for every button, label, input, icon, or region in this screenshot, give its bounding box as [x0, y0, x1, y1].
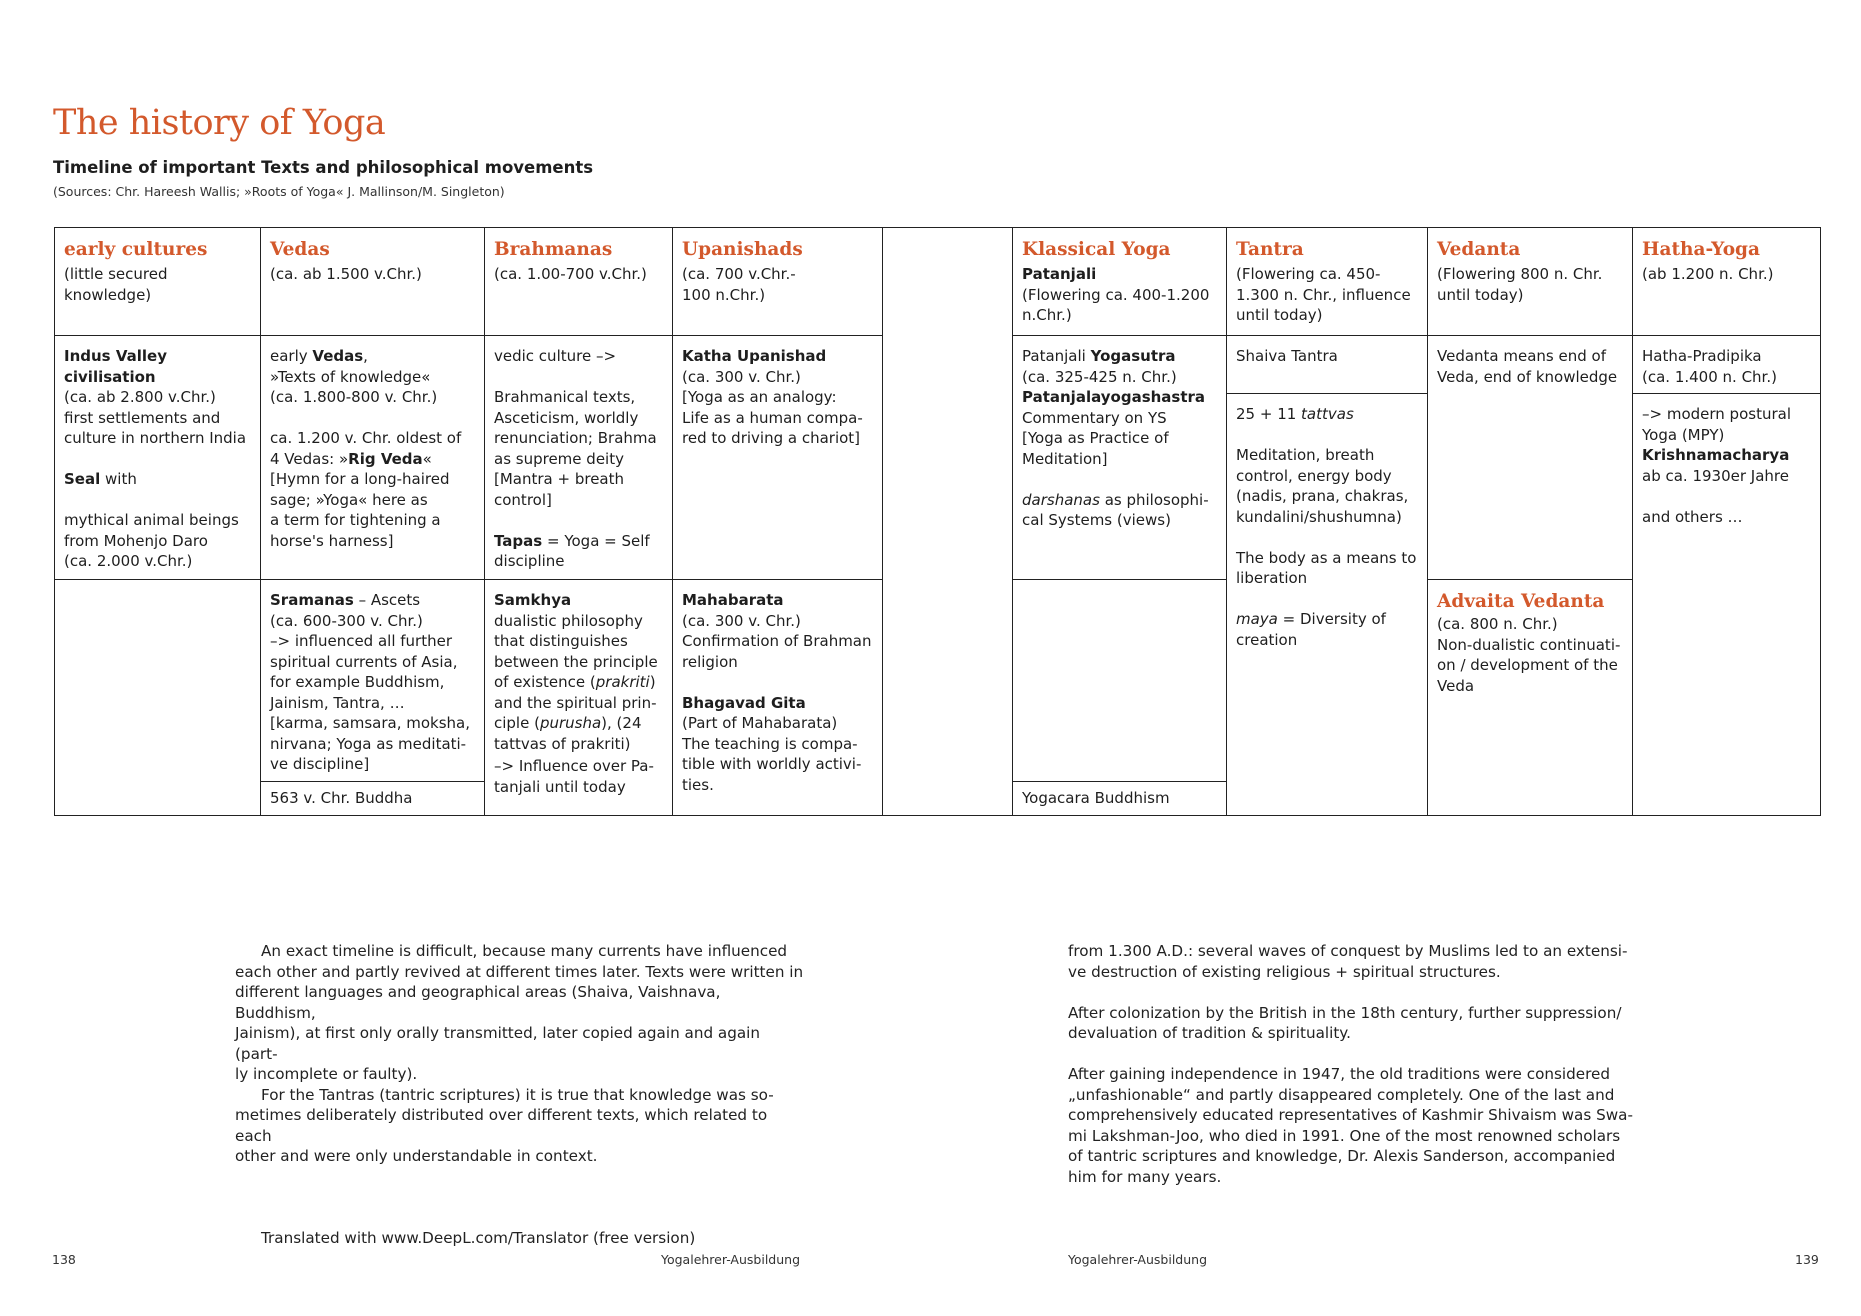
text-line: An exact timeline is difficult, because many currents have influenced	[261, 942, 788, 960]
content-cell	[1013, 335, 1226, 579]
column-heading: early cultures	[64, 239, 208, 260]
content-cell	[485, 579, 672, 815]
column-heading: Klassical Yoga	[1022, 239, 1171, 260]
text-line: creation	[1236, 630, 1298, 649]
text-bold: Rig Veda	[348, 449, 423, 468]
text-bold: Patanjalayogashastra	[1022, 388, 1206, 406]
text-line: After colonization by the British in the 18th century, further suppression/	[1068, 1003, 1622, 1022]
text-line: „unfashionable“ and partly disappeared completely. One of the last and	[1068, 1085, 1615, 1104]
sub-heading: Advaita Vedanta	[1437, 591, 1605, 612]
date-line: 1.300 n. Chr., influence	[1236, 285, 1411, 304]
text-line: Life as a human compa-	[682, 408, 863, 427]
text-line: Shaiva Tantra	[1236, 347, 1338, 365]
text-line: tattvas of prakriti)	[494, 734, 631, 753]
text-bold: civilisation	[64, 367, 156, 386]
header-cell	[261, 228, 484, 335]
text-line: (ca. 325-425 n. Chr.)	[1022, 367, 1177, 386]
text-line: ve discipline]	[270, 755, 370, 773]
text-line: Hatha-Pradipika	[1642, 347, 1762, 365]
text-bold: Vedas	[312, 347, 364, 365]
text-line: Brahmanical texts,	[494, 388, 636, 406]
text-line: ly incomplete or faulty).	[235, 1065, 418, 1083]
text-line: spiritual currents of Asia,	[270, 652, 458, 671]
date-line: knowledge)	[64, 285, 152, 304]
page-number-left: 138	[52, 1252, 76, 1267]
text-line: dualistic philosophy	[494, 611, 643, 630]
text-line: (ca. 2.000 v.Chr.)	[64, 552, 193, 570]
date-line: (ca. ab 1.500 v.Chr.)	[270, 265, 422, 283]
text-span: 4 Vedas: »	[270, 449, 349, 468]
header-cell	[673, 228, 882, 335]
text-line: (ca. 1.800-800 v. Chr.)	[270, 388, 438, 406]
text-italic: prakriti	[595, 673, 650, 691]
text-line: »Texts of knowledge«	[270, 367, 431, 386]
text-line: Jainism), at first only orally transmitted, later copied again and again (part-	[235, 1024, 761, 1063]
content-cell	[673, 335, 882, 579]
text-bold: Sramanas	[270, 591, 354, 609]
text-bold: Krishnamacharya	[1642, 446, 1790, 464]
text-line: discipline	[494, 552, 565, 570]
text-line: –> modern postural	[1642, 405, 1791, 423]
content-cell	[261, 781, 484, 815]
date-line: (Flowering 800 n. Chr.	[1437, 265, 1603, 283]
text-span: early	[270, 347, 313, 365]
text-line: mi Lakshman-Joo, who died in 1991. One of the most renowned scholars	[1068, 1126, 1621, 1145]
text-line: (ca. 1.400 n. Chr.)	[1642, 367, 1777, 386]
column-heading: Tantra	[1236, 239, 1304, 260]
text-line: [Yoga as Practice of	[1022, 429, 1169, 447]
header-cell	[1013, 228, 1226, 335]
text-line: (ca. 300 v. Chr.)	[682, 611, 801, 630]
text-bold: Bhagavad Gita	[682, 693, 806, 712]
text-line: Meditation, breath	[1236, 446, 1375, 464]
empty-cell	[1013, 579, 1226, 781]
content-cell	[261, 579, 484, 781]
running-footer-left: Yogalehrer-Ausbildung	[661, 1252, 801, 1267]
text-line: that distinguishes	[494, 632, 628, 650]
text-span: ciple (	[494, 714, 540, 732]
page-number-right: 139	[1795, 1252, 1819, 1267]
text-italic: purusha	[539, 714, 602, 732]
content-cell	[673, 579, 882, 815]
text-line: metimes deliberately distributed over different texts, which related to each	[235, 1106, 768, 1145]
text-span: of existence (	[494, 673, 596, 691]
text-line: –> Influence over Pa-	[494, 757, 654, 775]
text-line: –> influenced all further	[270, 632, 452, 650]
text-italic: maya	[1236, 610, 1278, 628]
text-line: ab ca. 1930er Jahre	[1642, 466, 1789, 485]
running-footer-right: Yogalehrer-Ausbildung	[1068, 1252, 1208, 1267]
text-line: Asceticism, worldly	[494, 408, 639, 427]
text-line: cal Systems (views)	[1022, 511, 1171, 529]
right-body-text	[1068, 941, 1638, 1187]
date-line: until today)	[1236, 306, 1323, 324]
column-early-cultures	[55, 228, 261, 815]
text-line: ties.	[682, 775, 714, 794]
text-line: different languages and geographical areas (Shaiva, Vaishnava, Buddhism,	[235, 983, 721, 1022]
content-cell	[485, 335, 672, 579]
text-line: (ca. 800 n. Chr.)	[1437, 615, 1558, 633]
text-bold: Mahabarata	[682, 591, 784, 609]
date-line: until today)	[1437, 285, 1524, 304]
text-line: control]	[494, 490, 552, 509]
header-cell	[1633, 228, 1820, 335]
text-line: kundalini/shushumna)	[1236, 507, 1402, 526]
page-subtitle: Timeline of important Texts and philosophical movements	[53, 158, 594, 177]
date-line: (ab 1.200 n. Chr.)	[1642, 265, 1774, 283]
header-cell	[485, 228, 672, 335]
text-line: control, energy body	[1236, 466, 1392, 485]
column-klassical-yoga	[1013, 228, 1227, 815]
text-span: as philosophi-	[1099, 490, 1209, 509]
translation-note: Translated with www.DeepL.com/Translator (free version)	[261, 1228, 696, 1247]
text-line: a term for tightening a	[270, 511, 441, 529]
text-line: of tantric scriptures and knowledge, Dr. Alexis Sanderson, accompanied	[1068, 1147, 1616, 1165]
content-cell	[1227, 335, 1427, 393]
text-line: on / development of the	[1437, 656, 1618, 674]
text-line: each other and partly revived at different times later. Texts were written in	[235, 962, 804, 981]
text-line: horse's harness]	[270, 531, 394, 550]
column-heading: Upanishads	[682, 239, 803, 260]
text-line: The teaching is compa-	[682, 734, 858, 753]
text-line: red to driving a chariot]	[682, 429, 861, 447]
text-line: renunciation; Brahma	[494, 429, 657, 447]
left-body-text	[235, 941, 805, 1248]
text-line: nirvana; Yoga as meditati-	[270, 734, 467, 753]
text-span: ,	[363, 347, 368, 365]
column-vedas	[261, 228, 485, 815]
text-line: [karma, samsara, moksha,	[270, 714, 470, 732]
text-bold: Katha Upanishad	[682, 347, 827, 365]
column-brahmanas	[485, 228, 673, 815]
text-line: [Hymn for a long-haired	[270, 470, 450, 488]
header-cell	[55, 228, 260, 335]
column-hatha-yoga	[1633, 228, 1820, 815]
text-line: Yoga (MPY)	[1642, 425, 1725, 444]
text-line: comprehensively educated representatives of Kashmir Shivaism was Swa-	[1068, 1106, 1633, 1124]
text-bold: Samkhya	[494, 591, 572, 609]
column-vedanta	[1428, 228, 1633, 815]
text-line: for example Buddhism,	[270, 673, 445, 691]
sources-note: (Sources: Chr. Hareesh Wallis; »Roots of Yoga« J. Mallinson/M. Singleton)	[53, 184, 505, 199]
text-bold: Indus Valley	[64, 347, 167, 365]
text-span: Patanjali	[1022, 347, 1091, 365]
header-cell	[1428, 228, 1632, 335]
content-cell	[1428, 335, 1632, 579]
text-line: (ca. ab 2.800 v.Chr.)	[64, 388, 216, 406]
text-span: )	[649, 673, 656, 691]
text-line: For the Tantras (tantric scriptures) it is true that knowledge was so-	[261, 1085, 774, 1104]
date-line: (Flowering ca. 400-1.200	[1022, 285, 1210, 304]
text-line: devaluation of tradition & spirituality.	[1068, 1024, 1351, 1042]
date-line: (Flowering ca. 450-	[1236, 265, 1381, 283]
text-span: = Diversity of	[1277, 610, 1386, 628]
text-line: After gaining independence in 1947, the old traditions were considered	[1068, 1065, 1611, 1083]
date-line: (little secured	[64, 265, 168, 283]
text-line: The body as a means to	[1236, 548, 1417, 567]
text-line: Yogacara Buddhism	[1022, 789, 1170, 807]
text-line: tanjali until today	[494, 777, 626, 796]
text-span: ), (24	[601, 714, 642, 732]
text-line: ve destruction of existing religious + spiritual structures.	[1068, 962, 1501, 981]
text-line: (ca. 300 v. Chr.)	[682, 367, 801, 386]
text-bold: Yogasutra	[1090, 347, 1176, 365]
page-title: The history of Yoga	[53, 103, 386, 143]
content-cell	[55, 335, 260, 579]
text-bold: Seal	[64, 470, 101, 488]
text-italic: tattvas	[1301, 405, 1354, 423]
text-span: «	[422, 449, 432, 468]
text-line: culture in northern India	[64, 429, 247, 447]
empty-cell	[55, 579, 260, 815]
text-line: (Part of Mahabarata)	[682, 714, 838, 732]
text-line: him for many years.	[1068, 1167, 1222, 1186]
text-line: [Mantra + breath	[494, 470, 625, 488]
column-heading: Brahmanas	[494, 239, 613, 260]
text-span: with	[100, 470, 137, 488]
text-line: Veda	[1437, 676, 1475, 695]
text-line: vedic culture –>	[494, 347, 617, 365]
text-line: Vedanta means end of	[1437, 347, 1606, 365]
text-bold: Patanjali	[1022, 265, 1097, 283]
text-span: = Yoga = Self	[542, 531, 650, 550]
text-line: tible with worldly activi-	[682, 755, 862, 773]
content-cell	[261, 335, 484, 579]
date-line: (ca. 700 v.Chr.-	[682, 265, 796, 283]
text-line: [Yoga as an analogy:	[682, 388, 837, 406]
text-line: as supreme deity	[494, 449, 624, 468]
text-line: Veda, end of knowledge	[1437, 367, 1618, 386]
column-heading: Vedanta	[1437, 239, 1521, 260]
column-heading: Hatha-Yoga	[1642, 239, 1760, 260]
text-line: other and were only understandable in context.	[235, 1147, 598, 1165]
column-tantra	[1227, 228, 1428, 815]
text-line: (nadis, prana, chakras,	[1236, 487, 1409, 505]
text-line: 563 v. Chr. Buddha	[270, 789, 413, 807]
text-italic: darshanas	[1022, 490, 1100, 509]
text-line: ca. 1.200 v. Chr. oldest of	[270, 429, 462, 447]
text-line: liberation	[1236, 569, 1308, 587]
timeline-table	[54, 227, 1821, 816]
text-line: and others …	[1642, 507, 1743, 526]
header-cell	[1227, 228, 1427, 335]
text-span: – Ascets	[353, 591, 421, 609]
date-line: 100 n.Chr.)	[682, 285, 766, 304]
text-line: Non-dualistic continuati-	[1437, 635, 1621, 654]
text-line: first settlements and	[64, 408, 221, 427]
content-cell	[1428, 579, 1632, 815]
content-cell	[1227, 393, 1427, 815]
text-line: Jainism, Tantra, …	[270, 693, 405, 712]
content-cell	[1633, 393, 1820, 815]
gutter-column	[883, 228, 1013, 815]
text-line: from 1.300 A.D.: several waves of conquest by Muslims led to an extensi-	[1068, 942, 1628, 960]
text-line: and the spiritual prin-	[494, 693, 657, 712]
column-upanishads	[673, 228, 883, 815]
column-heading: Vedas	[270, 239, 330, 260]
text-line: sage; »Yoga« here as	[270, 490, 428, 509]
text-line: Commentary on YS	[1022, 408, 1167, 427]
content-cell	[1633, 335, 1820, 393]
text-bold: Tapas	[494, 531, 543, 550]
text-line: mythical animal beings	[64, 511, 239, 529]
date-line: (ca. 1.00-700 v.Chr.)	[494, 265, 647, 283]
text-line: between the principle	[494, 652, 658, 671]
date-line: n.Chr.)	[1022, 306, 1072, 324]
text-line: Meditation]	[1022, 449, 1108, 468]
content-cell	[1013, 781, 1226, 815]
text-line: religion	[682, 652, 738, 671]
text-line: Confirmation of Brahman	[682, 632, 872, 650]
text-span: 25 + 11	[1236, 405, 1302, 423]
text-line: from Mohenjo Daro	[64, 531, 208, 550]
text-line: (ca. 600-300 v. Chr.)	[270, 611, 423, 630]
